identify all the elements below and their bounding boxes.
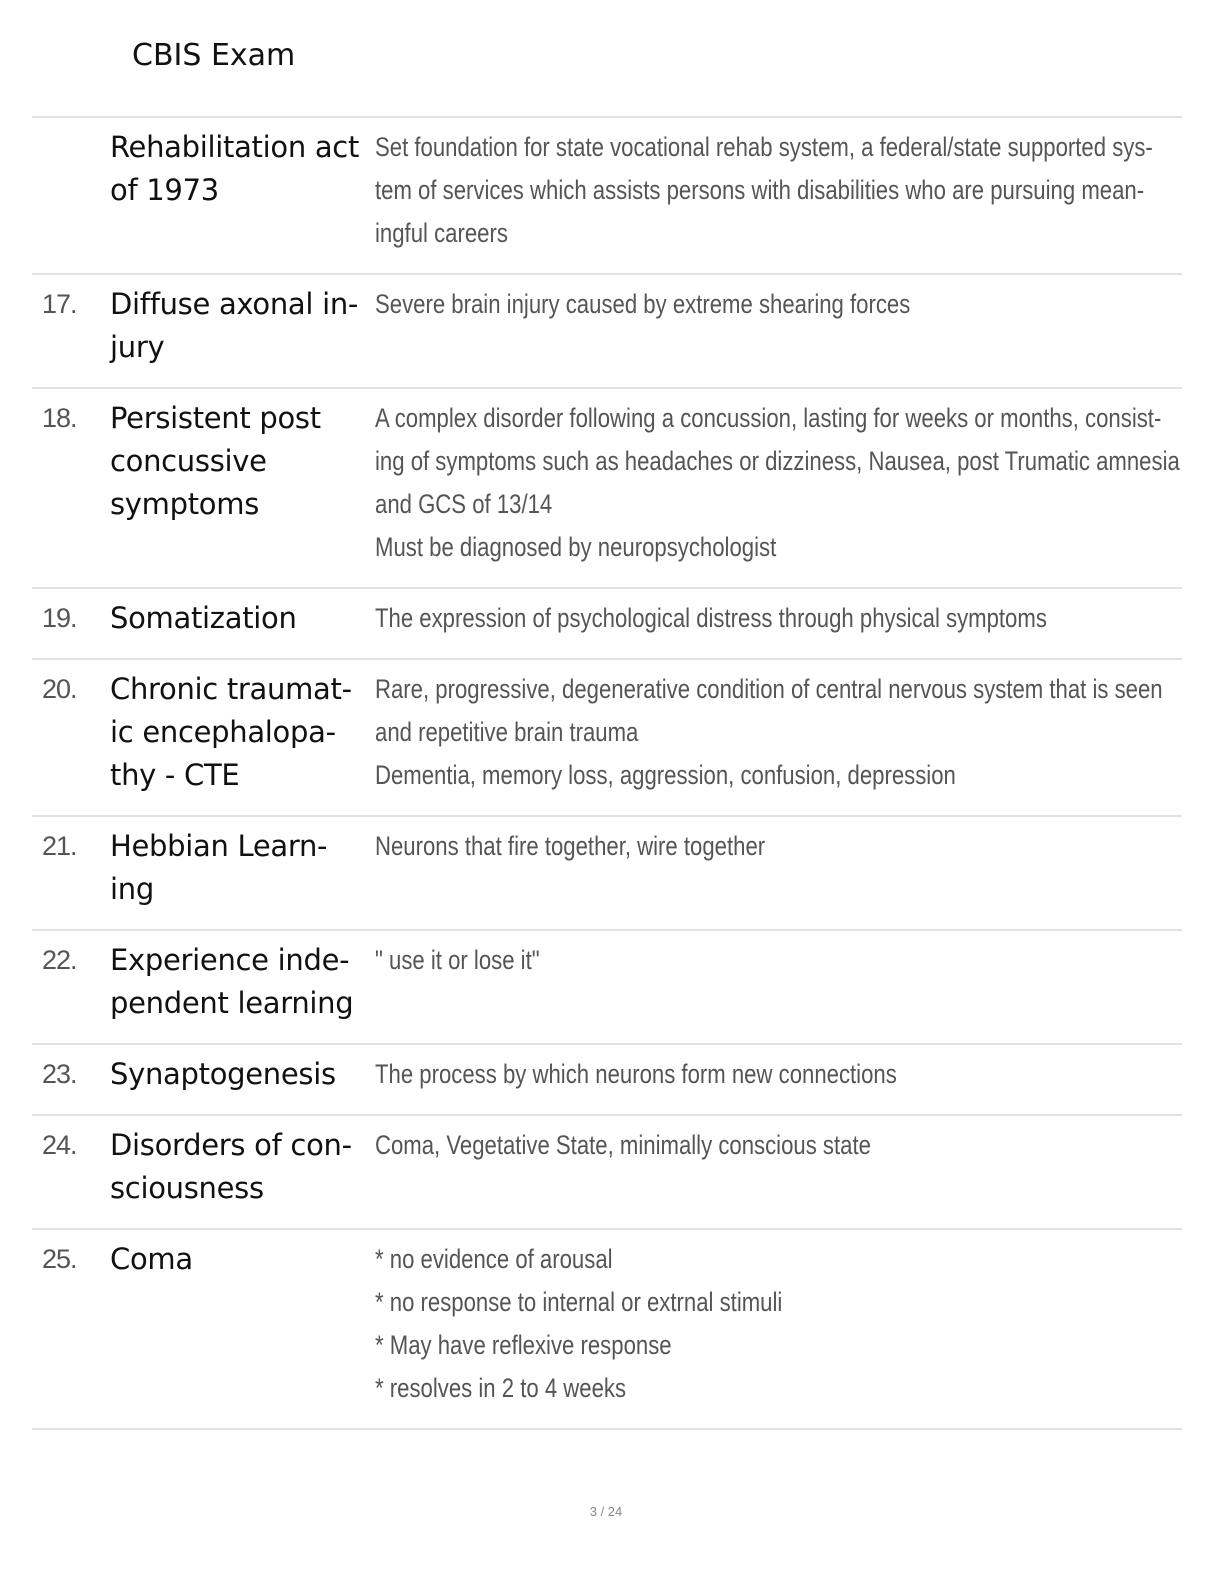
card-number: 20. xyxy=(42,674,77,704)
definition-line: ingful careers xyxy=(375,218,508,248)
card-number: 22. xyxy=(42,945,77,975)
card-term: Diffuse axonal in- jury xyxy=(110,287,359,364)
card-definition xyxy=(375,1238,1037,1410)
card-number: 18. xyxy=(42,403,77,433)
card-term: Hebbian Learn- ing xyxy=(110,829,328,906)
card-number xyxy=(32,126,110,255)
flashcard-row xyxy=(32,275,1182,389)
card-term: Disorders of con- sciousness xyxy=(110,1128,352,1205)
definition-line: " use it or lose it" xyxy=(375,945,540,975)
card-term: Somatization xyxy=(110,601,297,635)
flashcard-row xyxy=(32,1230,1182,1430)
card-definition xyxy=(375,668,1165,797)
flashcard-row xyxy=(32,817,1182,931)
flashcard-list xyxy=(32,116,1182,1430)
definition-line: A complex disorder following a concussion, lasting for weeks or months, consist- xyxy=(375,403,1162,433)
definition-line: The process by which neurons form new connections xyxy=(375,1059,897,1089)
flashcard-row xyxy=(32,660,1182,817)
card-definition xyxy=(375,397,1180,569)
definition-line: Dementia, memory loss, aggression, confusion, depression xyxy=(375,760,956,790)
definition-line: The expression of psychological distress through physical symptoms xyxy=(375,603,1047,633)
page-number: 3 / 24 xyxy=(589,1504,623,1519)
card-term: Persistent post concussive symptoms xyxy=(110,401,321,521)
card-number: 21. xyxy=(42,831,77,861)
card-definition xyxy=(375,126,1164,255)
card-number: 25. xyxy=(42,1244,77,1274)
card-term: Coma xyxy=(110,1242,193,1276)
definition-line: ing of symptoms such as headaches or dizziness, Nausea, post Trumatic amnesia xyxy=(375,446,1180,476)
flashcard-row xyxy=(32,118,1182,275)
definition-line: Neurons that fire together, wire together xyxy=(375,831,766,861)
card-term: Rehabilitation act of 1973 xyxy=(110,130,360,207)
card-definition xyxy=(375,1053,1037,1096)
flashcard-row xyxy=(32,1045,1182,1116)
definition-line: * resolves in 2 to 4 weeks xyxy=(375,1373,627,1403)
definition-line: tem of services which assists persons with disabilities who are pursuing mean- xyxy=(375,175,1145,205)
definition-line: * no response to internal or extrnal stimuli xyxy=(375,1287,783,1317)
card-definition xyxy=(375,1124,1037,1210)
definition-line: * no evidence of arousal xyxy=(375,1244,613,1274)
flashcard-row xyxy=(32,931,1182,1045)
card-definition xyxy=(375,597,1058,640)
flashcard-row xyxy=(32,1116,1182,1230)
card-definition xyxy=(375,283,1037,369)
card-number: 23. xyxy=(42,1059,77,1089)
card-definition xyxy=(375,825,1037,911)
card-term: Chronic traumat- ic encephalopa- thy - CTE xyxy=(110,672,352,792)
card-number: 24. xyxy=(42,1130,77,1160)
definition-line: Coma, Vegetative State, minimally conscious state xyxy=(375,1130,871,1160)
card-term: Experience inde- pendent learning xyxy=(110,943,354,1020)
flashcard-row xyxy=(32,389,1182,589)
page-title: CBIS Exam xyxy=(132,38,296,73)
definition-line: and GCS of 13/14 xyxy=(375,489,553,519)
definition-line: Must be diagnosed by neuropsychologist xyxy=(375,532,777,562)
card-term: Synaptogenesis xyxy=(110,1057,336,1091)
definition-line: * May have reflexive response xyxy=(375,1330,672,1360)
card-number: 19. xyxy=(42,603,77,633)
definition-line: and repetitive brain trauma xyxy=(375,717,639,747)
card-definition xyxy=(375,939,1037,1025)
definition-line: Set foundation for state vocational rehab system, a federal/state supported sys- xyxy=(375,132,1153,162)
definition-line: Rare, progressive, degenerative condition of central nervous system that is seen xyxy=(375,674,1163,704)
definition-line: Severe brain injury caused by extreme shearing forces xyxy=(375,289,911,319)
card-number: 17. xyxy=(42,289,77,319)
flashcard-row xyxy=(32,589,1182,660)
